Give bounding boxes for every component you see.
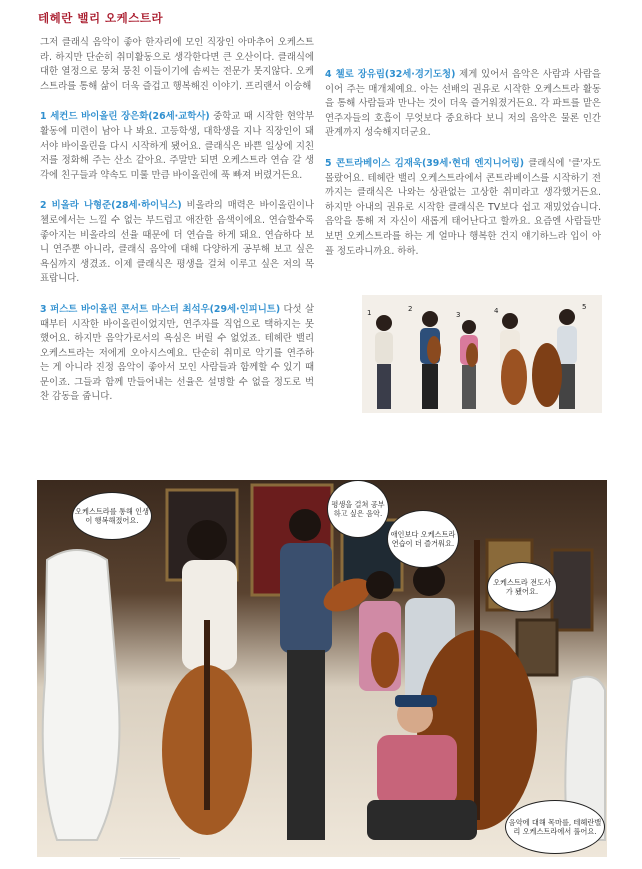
member-heading: 3 퍼스트 바이올린 콘서트 마스터 최석우(29세·인피니트) bbox=[40, 303, 281, 315]
member-entry-2 bbox=[40, 199, 314, 287]
member-body: 비올라의 매력은 바이올린이나 첼로에서는 느낄 수 없는 부드럽고 애잔한 음색이에요. 연습할수록 좋아지는 비올라의 선율 때문에 더 연습을 하게 돼요. 연습하다 보니 연주뿐 아니라, 클래식 음악에 대해 다양하게 공부해 보고 싶은 욕심까지 생겼죠. 이제 클래식은 평생을 걸쳐 이루고 싶은 저의 목표랍니다. bbox=[40, 200, 314, 285]
member-body: 클래식에 '클'자도 몰랐어요. 테헤란 밸리 오케스트라에서 콘트라베이스를 시작하기 전까지는 클래식은 나와는 상관없는 고상한 취미라고 생각했거든요. 하지만 아내의 권유로 시작한 클래식은 TV보다 쉽고 재밌었습니다. 음악을 통해 저 자신이 새롭게 태어난다고 할까요. 요즘엔 사람들만 보면 오케스트라를 하는 게 얼마나 행복한 건지 얘기하느라 입이 아플 정도라니까요. 하하. bbox=[325, 157, 601, 257]
member-body: 중학교 때 시작한 현악부 활동에 미련이 남아 나 봐요. 고등학생, 대학생을 지나 직장인이 돼서야 바이올린을 다시 시작하게 됐어요. 클래식은 바쁜 일상에 지친 저를 정화해 주는 산소 같아요. 주말만 되면 오케스트라 연습 갈 생각에 친구들과 약속도 미룰 만큼 바이올린에 푹 빠져 버렸거든요. bbox=[40, 111, 315, 181]
article-title: 테헤란 밸리 오케스트라 bbox=[38, 11, 164, 25]
group-photo-illustration bbox=[362, 295, 602, 413]
orchestra-photo bbox=[37, 480, 607, 857]
member-number: 4 bbox=[494, 307, 499, 315]
member-body: 다섯 살 때부터 시작한 바이올린이었지만, 연주자를 직업으로 택하지는 못했어요. 하지만 음악가로서의 욕심은 버릴 수 없었죠. 테헤란 밸리 오케스트라는 저에게 오아시스예요. 단순히 취미로 악기를 연주하는 게 아니라 진정 음악이 좋아서 모인 사람들과 함께할 수 있기 때문이죠. 그들과 함께 만들어내는 선율은 설명할 수 없을 정도로 벅찬 감동을 줍니다. bbox=[40, 303, 314, 403]
speech-bubble: 평생을 걸쳐 공부하고 싶은 음악. bbox=[327, 480, 389, 538]
right-column bbox=[325, 68, 601, 275]
member-entry-3 bbox=[40, 303, 314, 405]
member-heading: 5 콘트라베이스 김재욱(39세·현대 엔지니어링) bbox=[325, 157, 525, 169]
speech-bubble: 음악에 대해 목마를, 테헤란밸리 오케스트라에서 풀어요. bbox=[505, 800, 605, 854]
member-number: 1 bbox=[367, 309, 372, 317]
speech-bubble: 오케스트라를 통해 인생이 행복해졌어요. bbox=[72, 492, 152, 540]
member-entry-5 bbox=[325, 157, 601, 259]
speech-bubble: 오케스트라 전도사가 됐어요. bbox=[487, 562, 557, 612]
left-column bbox=[40, 36, 314, 421]
member-heading: 2 비올라 나형준(28세·하이닉스) bbox=[40, 200, 182, 212]
divider bbox=[120, 858, 180, 859]
member-number: 5 bbox=[582, 303, 587, 311]
member-number: 3 bbox=[456, 311, 461, 319]
intro-paragraph: 그저 클래식 음악이 좋아 한자리에 모인 직장인 아마추어 오케스트라. 하지만 단순히 취미활동으로 생각한다면 큰 오산이다. 클래식에 대한 열정으로 뭉쳐 뭉친 이들이기에 솜씨는 전문가 못지않다. 오케스트라를 통해 삶이 더욱 즐겁고 행복해진 이야기. 프리랜서 이승해 bbox=[40, 37, 314, 92]
member-heading: 1 세컨드 바이올린 장은화(26세·교학사) bbox=[40, 111, 210, 123]
speech-bubble: 애인보다 오케스트라 연습이 더 즐거워요. bbox=[387, 510, 459, 568]
member-number: 2 bbox=[408, 305, 413, 313]
member-entry-4 bbox=[325, 68, 601, 141]
member-heading: 4 첼로 장유림(32세·경기도청) bbox=[325, 69, 456, 80]
member-group-photo bbox=[362, 295, 602, 413]
member-entry-1 bbox=[40, 110, 314, 183]
member-body: 제게 있어서 음악은 사람과 사람을 이어 주는 매개체예요. 아는 선배의 권유로 시작한 오케스트라 활동을 통해 사람들과 만나는 것이 더욱 즐거워졌거든요. 각 파트를 맡은 연주자들의 호흡이 무엇보다 중요하다 보니 저의 음악은 물론 인간관계까지 성숙해지더군요. bbox=[325, 69, 601, 139]
